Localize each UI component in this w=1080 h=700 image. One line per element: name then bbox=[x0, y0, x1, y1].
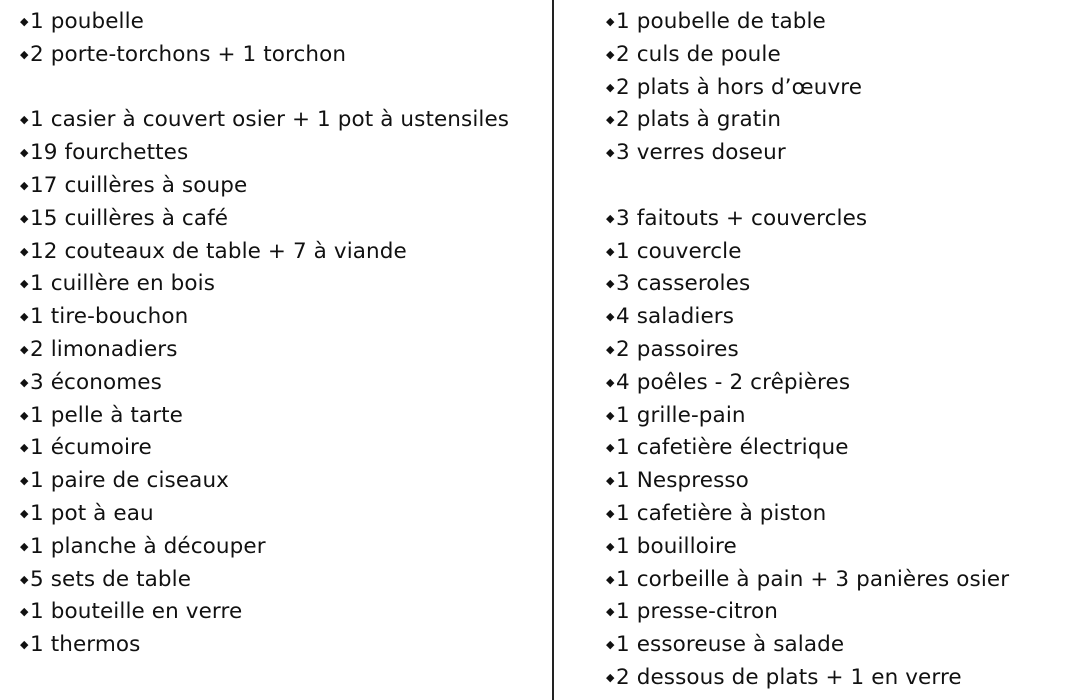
item-text: 1 pot à eau bbox=[30, 500, 154, 526]
list-item bbox=[20, 334, 540, 367]
item-text: 2 limonadiers bbox=[30, 336, 178, 362]
list-item bbox=[606, 137, 1066, 170]
bullet-icon: ◆ bbox=[606, 375, 615, 389]
item-text: 1 casier à couvert osier + 1 pot à ustensiles bbox=[30, 107, 510, 133]
list-item bbox=[606, 301, 1066, 334]
list-item bbox=[20, 367, 540, 400]
bullet-icon: ◆ bbox=[20, 342, 29, 356]
item-text: 4 poêles - 2 crêpières bbox=[616, 369, 851, 395]
list-item bbox=[20, 301, 540, 334]
item-text: 19 fourchettes bbox=[30, 140, 189, 166]
bullet-icon: ◆ bbox=[20, 178, 29, 192]
list-item bbox=[20, 39, 540, 72]
list-item bbox=[20, 498, 540, 531]
list-item bbox=[20, 465, 540, 498]
bullet-icon: ◆ bbox=[606, 474, 615, 488]
list-item bbox=[606, 531, 1066, 564]
item-text: 1 cafetière à piston bbox=[616, 500, 827, 526]
list-item bbox=[606, 203, 1066, 236]
item-text: 1 bouilloire bbox=[616, 533, 737, 559]
item-text: 2 plats à gratin bbox=[616, 107, 782, 133]
column-divider bbox=[552, 0, 554, 700]
bullet-icon: ◆ bbox=[606, 638, 615, 652]
list-item bbox=[606, 629, 1066, 662]
bullet-icon: ◆ bbox=[20, 113, 29, 127]
item-text: 1 écumoire bbox=[30, 435, 152, 461]
bullet-icon: ◆ bbox=[606, 408, 615, 422]
list-item bbox=[606, 367, 1066, 400]
item-text: 15 cuillères à café bbox=[30, 205, 229, 231]
list-item bbox=[606, 498, 1066, 531]
list-item bbox=[606, 334, 1066, 367]
list-item bbox=[606, 39, 1066, 72]
item-text: 1 bouteille en verre bbox=[30, 599, 243, 625]
list-item bbox=[20, 236, 540, 269]
bullet-icon: ◆ bbox=[606, 506, 615, 520]
bullet-icon: ◆ bbox=[606, 441, 615, 455]
item-text: 1 grille-pain bbox=[616, 402, 746, 428]
bullet-icon: ◆ bbox=[606, 80, 615, 94]
item-text: 2 dessous de plats + 1 en verre bbox=[616, 664, 962, 690]
item-text: 1 corbeille à pain + 3 panières osier bbox=[616, 566, 1010, 592]
bullet-icon: ◆ bbox=[606, 113, 615, 127]
item-text: 17 cuillères à soupe bbox=[30, 172, 248, 198]
bullet-icon: ◆ bbox=[606, 277, 615, 291]
item-text: 3 économes bbox=[30, 369, 162, 395]
item-text: 1 couvercle bbox=[616, 238, 742, 264]
item-text: 1 planche à découper bbox=[30, 533, 266, 559]
bullet-icon: ◆ bbox=[20, 506, 29, 520]
bullet-icon: ◆ bbox=[20, 211, 29, 225]
list-item bbox=[20, 400, 540, 433]
bullet-icon: ◆ bbox=[606, 342, 615, 356]
bullet-icon: ◆ bbox=[20, 605, 29, 619]
bullet-icon: ◆ bbox=[20, 638, 29, 652]
list-item bbox=[20, 531, 540, 564]
list-item bbox=[606, 662, 1066, 695]
list-item bbox=[20, 629, 540, 662]
list-item bbox=[606, 104, 1066, 137]
item-text: 1 poubelle bbox=[30, 9, 144, 34]
list-item bbox=[606, 400, 1066, 433]
item-text: 2 passoires bbox=[616, 336, 739, 362]
bullet-icon: ◆ bbox=[20, 15, 29, 28]
bullet-icon: ◆ bbox=[20, 441, 29, 455]
item-text: 2 plats à hors d’œuvre bbox=[616, 74, 863, 100]
item-text: 3 faitouts + couvercles bbox=[616, 205, 868, 231]
item-text: 3 verres doseur bbox=[616, 140, 786, 166]
list-item bbox=[20, 268, 540, 301]
list-item bbox=[606, 72, 1066, 105]
right-column-list bbox=[606, 6, 1066, 695]
item-text: 2 culs de poule bbox=[616, 41, 781, 67]
list-item bbox=[606, 596, 1066, 629]
item-text: 1 paire de ciseaux bbox=[30, 468, 229, 494]
list-item bbox=[20, 596, 540, 629]
item-text: 5 sets de table bbox=[30, 566, 192, 592]
bullet-icon: ◆ bbox=[20, 474, 29, 488]
item-text: 1 poubelle de table bbox=[616, 9, 826, 34]
list-item bbox=[606, 236, 1066, 269]
left-column-list bbox=[20, 6, 540, 662]
item-text: 1 essoreuse à salade bbox=[616, 632, 845, 658]
item-text: 12 couteaux de table + 7 à viande bbox=[30, 238, 407, 264]
item-text: 1 tire-bouchon bbox=[30, 304, 189, 330]
bullet-icon: ◆ bbox=[20, 47, 29, 61]
item-text: 3 casseroles bbox=[616, 271, 751, 297]
bullet-icon: ◆ bbox=[20, 408, 29, 422]
list-item bbox=[606, 465, 1066, 498]
item-text: 1 thermos bbox=[30, 632, 141, 658]
list-item bbox=[20, 203, 540, 236]
item-text: 1 Nespresso bbox=[616, 468, 749, 494]
bullet-icon: ◆ bbox=[20, 375, 29, 389]
list-item bbox=[20, 170, 540, 203]
bullet-icon: ◆ bbox=[606, 211, 615, 225]
bullet-icon: ◆ bbox=[20, 572, 29, 586]
bullet-icon: ◆ bbox=[20, 310, 29, 324]
list-spacer bbox=[20, 72, 540, 105]
bullet-icon: ◆ bbox=[20, 146, 29, 160]
item-text: 4 saladiers bbox=[616, 304, 735, 330]
list-item bbox=[20, 104, 540, 137]
list-item bbox=[606, 564, 1066, 597]
bullet-icon: ◆ bbox=[606, 605, 615, 619]
list-item bbox=[20, 564, 540, 597]
list-item bbox=[20, 137, 540, 170]
bullet-icon: ◆ bbox=[20, 277, 29, 291]
bullet-icon: ◆ bbox=[606, 244, 615, 258]
item-text: 1 cuillère en bois bbox=[30, 271, 216, 297]
bullet-icon: ◆ bbox=[606, 15, 615, 28]
item-text: 1 presse-citron bbox=[616, 599, 779, 625]
bullet-icon: ◆ bbox=[606, 47, 615, 61]
bullet-icon: ◆ bbox=[606, 146, 615, 160]
bullet-icon: ◆ bbox=[20, 244, 29, 258]
list-item bbox=[20, 432, 540, 465]
list-item bbox=[606, 6, 1066, 39]
item-text: 1 cafetière électrique bbox=[616, 435, 849, 461]
bullet-icon: ◆ bbox=[606, 539, 615, 553]
list-item bbox=[606, 268, 1066, 301]
bullet-icon: ◆ bbox=[20, 539, 29, 553]
list-spacer bbox=[606, 170, 1066, 203]
bullet-icon: ◆ bbox=[606, 670, 615, 684]
item-text: 2 porte-torchons + 1 torchon bbox=[30, 41, 347, 67]
bullet-icon: ◆ bbox=[606, 310, 615, 324]
list-item bbox=[20, 6, 540, 39]
item-text: 1 pelle à tarte bbox=[30, 402, 184, 428]
list-item bbox=[606, 432, 1066, 465]
bullet-icon: ◆ bbox=[606, 572, 615, 586]
